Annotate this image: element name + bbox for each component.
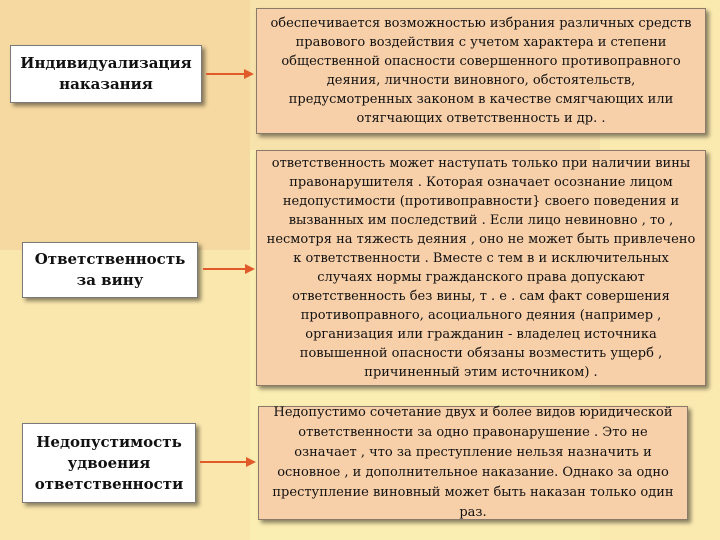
label-individualization bbox=[10, 45, 202, 103]
description-guilt-liability bbox=[256, 150, 706, 386]
label-text: Недопустимость удвоения ответственности bbox=[34, 432, 184, 493]
arrow-right-icon bbox=[206, 66, 256, 82]
description-no-double-liability bbox=[258, 406, 688, 520]
label-text: Индивидуализация наказания bbox=[20, 54, 192, 93]
label-guilt-liability bbox=[22, 242, 198, 298]
label-text: Ответственность за вину bbox=[34, 250, 186, 289]
label-no-double-liability bbox=[22, 423, 196, 503]
description-text: обеспечивается возможностью избрания различных средств правового воздействия с учетом характера и степени общественной опасности совершенного противоправного деяния, личности виновного, обстоятельств, предусмотренных законом в качестве смягчающих или отягчающих ответственность и др. . bbox=[270, 16, 692, 126]
arrow-right-icon bbox=[200, 454, 258, 470]
arrow-right-icon bbox=[203, 261, 257, 277]
background-block bbox=[0, 0, 250, 250]
description-individualization bbox=[256, 8, 706, 134]
description-text: ответственность может наступать только при наличии вины правонарушителя . Которая означает осознание лицом недопустимости (противоправности} своего поведения и вызванных им последствий . Если лицо невиновно , то , несмотря на тяжесть деяния , оно не может быть привлечено к ответственности . Вместе с тем в и исключительных случаях нормы гражданского права допускают ответственность без вины, т . е . сам факт совершения противоправного, асоциального деяния (например , организация или гражданин - владелец источника повышенной опасности обязаны возместить ущерб , причиненный этим источником) . bbox=[266, 156, 696, 380]
description-text: Недопустимо сочетание двух и более видов юридической ответственности за одно правонарушение . Это не означает , что за преступление нельзя назначить и основное , и дополнительное наказание. Однако за одно преступление виновный может быть наказан только один раз. bbox=[272, 405, 674, 520]
